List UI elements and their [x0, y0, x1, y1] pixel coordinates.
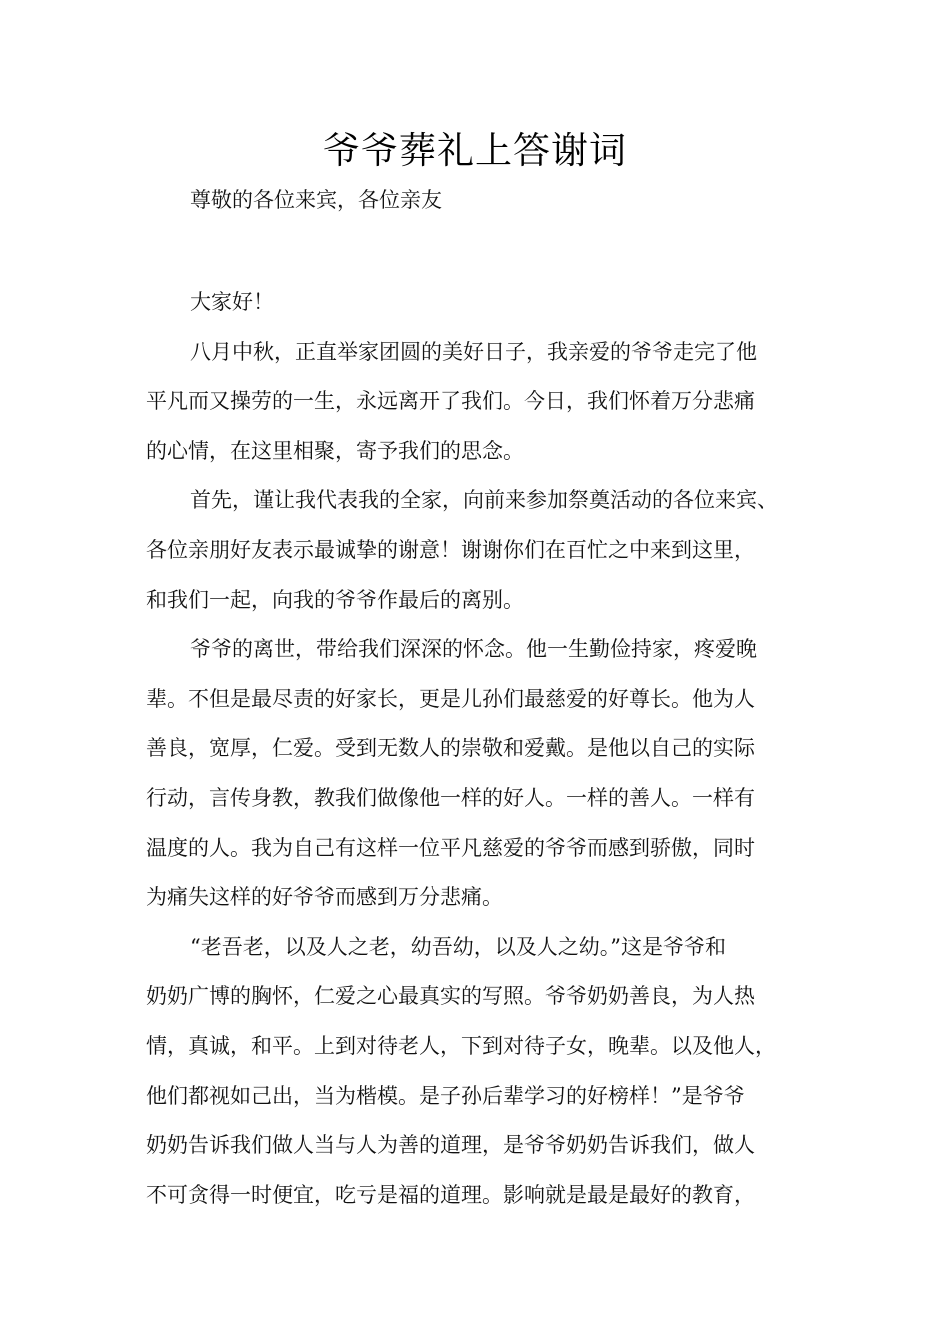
body-text-line: 和我们一起，向我的爷爷作最后的离别。: [146, 587, 524, 612]
body-text-line: 他们都视如己出，当为楷模。是子孙后辈学习的好榜样！”是爷爷: [146, 1083, 745, 1108]
body-text-line: 各位亲朋好友表示最诚挚的谢意！谢谢你们在百忙之中来到这里，: [146, 537, 755, 562]
body-text-line: 情，真诚，和平。上到对待老人，下到对待子女，晚辈。以及他人，: [146, 1033, 776, 1058]
body-text-line: 八月中秋，正直举家团圆的美好日子，我亲爱的爷爷走完了他: [190, 339, 757, 364]
body-text-line: 的心情，在这里相聚，寄予我们的思念。: [146, 438, 524, 463]
body-text-line: 为痛失这样的好爷爷而感到万分悲痛。: [146, 885, 503, 910]
salutation: 尊敬的各位来宾，各位亲友: [190, 188, 442, 212]
body-text-line: 奶奶告诉我们做人当与人为善的道理，是爷爷奶奶告诉我们，做人: [146, 1133, 755, 1158]
body-text-line: “老吾老，以及人之老，幼吾幼，以及人之幼。”这是爷爷和: [190, 934, 726, 959]
body-text-line: 行动，言传身教，教我们做像他一样的好人。一样的善人。一样有: [146, 785, 755, 810]
body-text-line: 爷爷的离世，带给我们深深的怀念。他一生勤俭持家，疼爱晚: [190, 637, 757, 662]
body-text-line: 善良，宽厚，仁爱。受到无数人的崇敬和爱戴。是他以自己的实际: [146, 736, 755, 761]
document-body: [146, 286, 846, 1228]
body-text-line: 奶奶广博的胸怀，仁爱之心最真实的写照。爷爷奶奶善良，为人热: [146, 984, 755, 1009]
body-text-line: 辈。不但是最尽责的好家长，更是儿孙们最慈爱的好尊长。他为人: [146, 686, 755, 711]
body-text-line: 平凡而又操劳的一生，永远离开了我们。今日，我们怀着万分悲痛: [146, 389, 755, 414]
body-text-line: 不可贪得一时便宜，吃亏是福的道理。影响就是最是最好的教育，: [146, 1182, 755, 1207]
body-text-line: 首先，谨让我代表我的全家，向前来参加祭奠活动的各位来宾、: [190, 488, 778, 513]
body-text-line: 温度的人。我为自己有这样一位平凡慈爱的爷爷而感到骄傲，同时: [146, 835, 755, 860]
body-text-line: 大家好！: [190, 290, 274, 314]
document-title: 爷爷葬礼上答谢词: [323, 129, 627, 172]
